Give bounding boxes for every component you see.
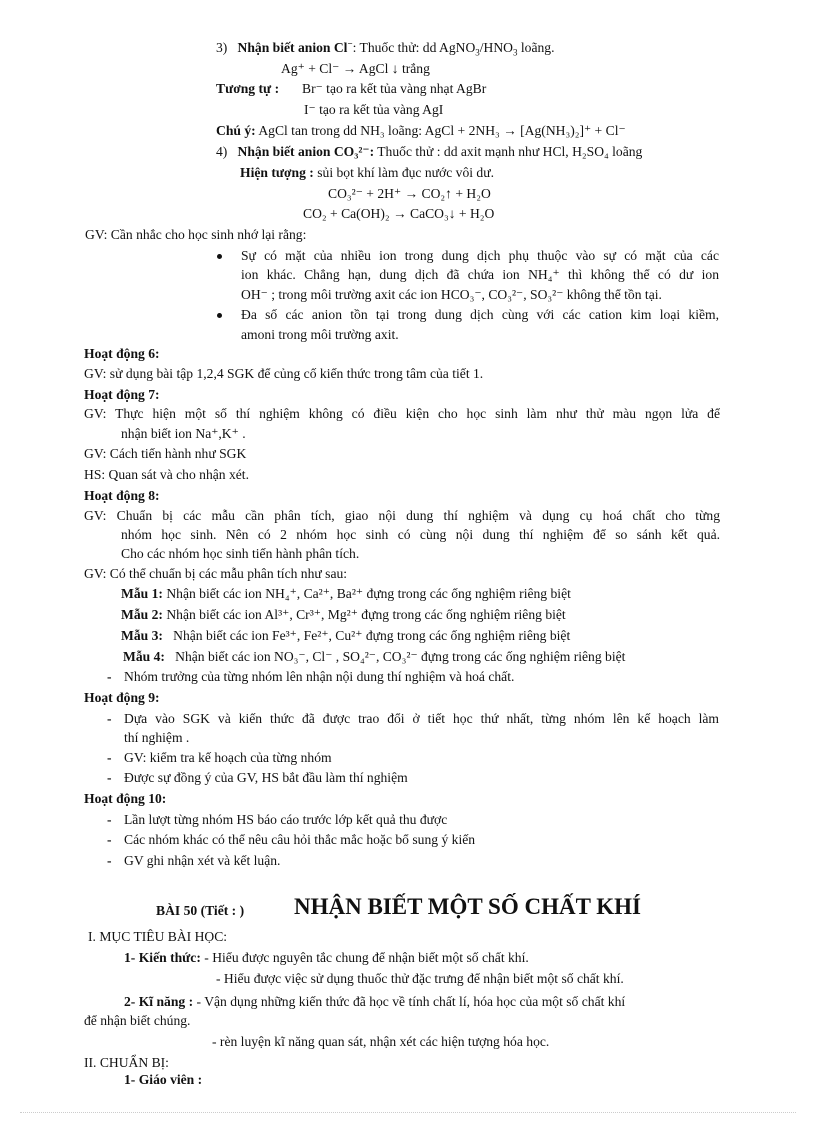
hd9-item: Được sự đồng ý của GV, HS bắt đầu làm thí nghiệm [124,770,408,785]
hd9-item-cont: thí nghiệm . [124,730,190,745]
hien-tuong-text: sủi bọt khí làm đục nước vôi dư. [317,165,494,180]
item4-heading: Nhận biết anion CO₃²⁻: [237,144,375,159]
hd8-label: Hoạt động 8: [84,488,160,503]
ki-nang-label: 2- Kĩ năng : [124,994,194,1009]
kien-thuc-label: 1- Kiến thức: [124,950,201,965]
bullet1-line: Sự có mặt của nhiều ion trong dung dịch phụ thuộc vào sự có mặt của các [241,248,719,263]
item-number: 4) [216,144,228,159]
hd7-gv2: GV: Cách tiến hành như SGK [84,446,247,461]
hd8-gv1-line: GV: Chuẩn bị các mẫu cần phân tích, giao nội dung thí nghiệm và dụng cụ hoá chất cho từng [84,508,720,523]
mau-line [121,607,566,624]
mau-text: Nhận biết các ion NH₄⁺, Ca²⁺, Ba²⁺ đựng trong các ống nghiệm riêng biệt [166,586,571,601]
item3-text-end: loãng. [517,40,555,55]
hd9-item: Dựa vào SGK và kiến thức đã được trao đổi ở tiết học thứ nhất, từng nhóm lên kế hoạch làm [124,711,719,726]
dash-marker: - [107,853,112,868]
lesson-title: NHẬN BIẾT MỘT SỐ CHẤT KHÍ [294,894,641,919]
kien-thuc-line [124,950,529,967]
hd10-item: Lần lượt từng nhóm HS báo cáo trước lớp kết quả thu được [124,812,448,827]
kien-thuc-line-2: - Hiểu được việc sử dụng thuốc thử đặc trưng để nhận biết một số chất khí. [216,971,624,986]
chuan-bi-heading: II. CHUẨN BỊ: [84,1055,169,1070]
hd6-label: Hoạt động 6: [84,346,160,361]
ki-nang-line [124,994,625,1011]
dash-marker: - [107,832,112,847]
hd6-gv: GV: sử dụng bài tập 1,2,4 SGK để củng cố kiến thức trong tâm của tiết 1. [84,366,484,381]
mau-text: Nhận biết các ion Al³⁺, Cr³⁺, Mg²⁺ đựng trong các ống nghiệm riêng biệt [166,607,566,622]
dash-marker: - [107,750,112,765]
dash-marker: - [107,812,112,827]
dash-marker: - [107,770,112,785]
hd7-hs: HS: Quan sát và cho nhận xét. [84,467,249,482]
mau-text: Nhận biết các ion NO₃⁻, Cl⁻ , SO₄²⁻, CO₃²⁻ đựng trong các ống nghiệm riêng biệt [175,649,626,664]
mau-line [121,586,571,603]
mau-line [123,649,625,666]
ki-nang-line-2: - rèn luyện kĩ năng quan sát, nhận xét các hiện tượng hóa học. [212,1034,550,1049]
bullet1-line: OH⁻ ; trong môi trường axit các ion HCO₃⁻, CO₃²⁻, SO₃²⁻ không thể tồn tại. [241,287,662,302]
item3-line: 3) Nhận biết anion Cl−: Thuốc thử: dd $AgNO_3/HNO_3$ loãng. [216,38,555,58]
hd8-nhom: Nhóm trưởng của từng nhóm lên nhận nội dung thí nghiệm và hoá chất. [124,669,515,684]
chu-y-label: Chú ý: [216,123,256,138]
mau-text: Nhận biết các ion Fe³⁺, Fe²⁺, Cu²⁺ đựng trong các ống nghiệm riêng biệt [173,628,571,643]
dash-marker: - [107,711,112,726]
item3-heading: Nhận biết anion Cl [237,40,348,55]
hien-tuong-label: Hiện tượng : [240,165,314,180]
i-line: I⁻ tạo ra kết tủa vàng AgI [304,102,444,117]
equation-co2-caoh2: CO₂ + Ca(OH)₂ → CaCO₃↓ + H₂O [303,206,495,221]
equation-co3-h: CO₃²⁻ + 2H⁺ → CO₂↑ + H₂O [328,186,491,201]
tuong-tu-label: Tương tự : [216,81,280,96]
dash-marker: - [107,669,112,684]
hd7-gv1-cont: nhận biết ion Na⁺,K⁺ . [121,426,246,441]
hd10-item: Các nhóm khác có thể nêu câu hỏi thắc mắc hoặc bổ sung ý kiến [124,832,476,847]
chu-y-line [216,123,626,140]
mau-label: Mẫu 4: [123,649,165,664]
hd7-gv1: GV: Thực hiện một số thí nghiệm không có điều kiện cho học sinh làm như thử màu ngọn lửa để [84,406,720,421]
bullet2-line: Đa số các anion tồn tại trong dung dịch cùng với các cation kim loại kiềm, [241,307,719,322]
mau-label: Mẫu 3: [121,628,163,643]
ki-nang-text: - Vận dụng những kiến thức đã học về tính chất lí, hóa học của một số chất khí [196,994,626,1009]
hd8-gv1-line: Cho các nhóm học sinh tiến hành phân tích. [121,546,360,561]
item3-text: : Thuốc thử: dd AgNO [352,40,476,55]
mau-label: Mẫu 1: [121,586,163,601]
hien-tuong-line [240,165,494,182]
hd8-gv1-line: nhóm học sinh. Nên có 2 nhóm học sinh có cùng nội dung thí nghiệm để so sánh kết quả. [121,527,720,542]
page-bottom-rule [20,1112,796,1113]
bullet-dot [217,254,222,259]
lesson-label: BÀI 50 (Tiết : ) [156,903,245,918]
hd7-label: Hoạt động 7: [84,387,160,402]
equation-ag-cl: Ag⁺ + Cl⁻ → AgCl ↓ trắng [281,61,430,76]
bullet-dot [217,313,222,318]
muc-tieu-heading: I. MỤC TIÊU BÀI HỌC: [88,929,228,944]
br-line: Br⁻ tạo ra kết tủa vàng nhạt AgBr [302,81,487,96]
hd10-label: Hoạt động 10: [84,791,167,806]
ki-nang-cont: để nhận biết chúng. [84,1013,191,1028]
bullet2-line: amoni trong môi trường axit. [241,327,399,342]
mau-line [121,628,570,645]
giao-vien-label: 1- Giáo viên : [124,1072,203,1087]
bullet1-line: ion khác. Chẳng hạn, dung dịch đã chứa ion NH₄⁺ thì không thể có dư ion [241,267,719,282]
chu-y-text: AgCl tan trong dd NH₃ loãng: AgCl + 2NH₃ → [Ag(NH₃)₂]⁺ + Cl⁻ [258,123,626,138]
mau-label: Mẫu 2: [121,607,163,622]
item4-line [216,144,642,161]
hd10-item: GV ghi nhận xét và kết luận. [124,853,281,868]
item3-text-tail: /HNO [479,40,513,55]
gv-remind: GV: Cần nhắc cho học sinh nhớ lại rằng: [85,227,307,242]
item4-text: Thuốc thử : dd axit mạnh như HCl, H₂SO₄ loãng [377,144,643,159]
hd9-label: Hoạt động 9: [84,690,160,705]
hd8-gv2: GV: Có thể chuẩn bị các mẫu phân tích như sau: [84,566,348,581]
hd9-item: GV: kiểm tra kế hoạch của từng nhóm [124,750,332,765]
item-number: 3) [216,40,228,55]
kien-thuc-text: - Hiểu được nguyên tắc chung để nhận biết một số chất khí. [204,950,529,965]
